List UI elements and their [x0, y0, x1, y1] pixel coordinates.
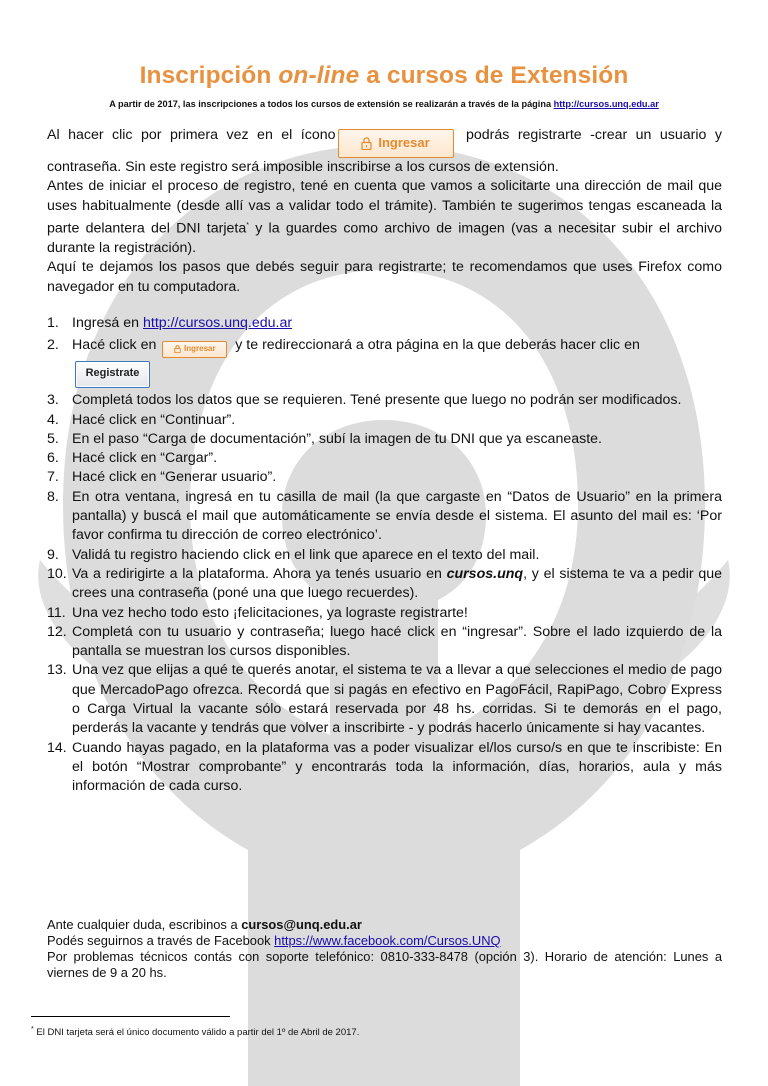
list-item: 10. Va a redirigirte a la plataforma. Ahora ya tenés usuario en cursos.unq, y el sistema te va a pedir que crees una contraseña (poné una que luego recuerdes).	[47, 565, 722, 602]
list-item: 11. Una vez hecho todo esto ¡felicitaciones, ya lograste registrarte!	[47, 604, 468, 621]
lock-icon	[361, 137, 372, 150]
facebook-link[interactable]: https://www.facebook.com/Cursos.UNQ	[274, 933, 501, 948]
list-item: 4. Hacé click en “Continuar”.	[47, 411, 236, 428]
cursos-link[interactable]: http://cursos.unq.edu.ar	[143, 315, 293, 331]
list-item: 9. Validá tu registro haciendo click en el link que aparece en el texto del mail.	[47, 546, 540, 563]
page-title: Inscripción on-line a cursos de Extensión	[139, 62, 629, 89]
lock-icon	[174, 345, 181, 353]
list-item: 13. Una vez que elijas a qué te querés anotar, el sistema te va a llevar a que selecciones el medio de pago que MercadoPago ofrezca. Recordá que si pagás en efectivo en PagoFácil, RapiPago, Cobro Express o Carga Virtual la vacante sólo estará reservada por 48 hs. corridas. Si te demorás en el pago, perderás la vacante y tendrás que volver a inscribirte - y podrás hacerlo únicamente si hay vacantes.	[47, 662, 722, 737]
ingresar-button-image: Ingresar	[338, 129, 454, 158]
intro-paragraph-2: Antes de iniciar el proceso de registro, tené en cuenta que vamos a solicitarte una dirección de mail que uses habitualmente (desde allí vas a validar todo el trámite). También te sugerimos tengas escaneada la parte delantera del DNI tarjeta* y la guardes como archivo de imagen (vas a necesitar subir el archivo durante la registración).	[47, 178, 722, 256]
support-line: Por problemas técnicos contás con soporte telefónico: 0810-333-8478 (opción 3). Horario de atención: Lunes a viernes de 9 a 20 hs.	[47, 949, 722, 980]
page-subtitle: A partir de 2017, las inscripciones a todos los cursos de extensión se realizarán a través de la página http://cursos.unq.edu.ar	[109, 99, 659, 109]
contact-email[interactable]: cursos@unq.edu.ar	[241, 917, 362, 932]
footnote-reference: *	[246, 221, 249, 229]
list-item: 5. En el paso “Carga de documentación”, subí la imagen de tu DNI que ya escaneaste.	[47, 430, 602, 447]
subtitle-link[interactable]: http://cursos.unq.edu.ar	[553, 99, 659, 109]
facebook-line: Podés seguirnos a través de Facebook https://www.facebook.com/Cursos.UNQ	[47, 933, 501, 948]
list-item: 3. Completá todos los datos que se requieren. Tené presente que luego no podrán ser modificados.	[47, 392, 682, 409]
contact-email-line: Ante cualquier duda, escribinos a cursos@unq.edu.ar	[47, 917, 362, 932]
contact-footer	[47, 917, 722, 981]
list-item: 1. Ingresá en http://cursos.unq.edu.ar	[47, 315, 293, 331]
list-item: 12. Completá con tu usuario y contraseña; luego hacé click en “ingresar”. Sobre el lado izquierdo de la pantalla se muestran los cursos disponibles.	[47, 623, 722, 660]
list-item: 14. Cuando hayas pagado, en la plataforma vas a poder visualizar el/los curso/s en que te inscribiste: En el botón “Mostrar comprobante” y encontrarás toda la información, días, horarios, aula y más información de cada curso.	[47, 739, 722, 795]
list-item: 6. Hacé click en “Cargar”.	[47, 450, 218, 467]
list-item: 8. En otra ventana, ingresá en tu casilla de mail (la que cargaste en “Datos de Usuario” en la primera pantalla) y buscá el mail que automáticamente se envía desde el sistema. El asunto del mail es: ‘Por favor confirma tu dirección de correo electrónico’.	[47, 488, 722, 544]
intro-paragraph-3: Aquí te dejamos los pasos que debés seguir para registrarte; te recomendamos que uses Firefox como navegador en tu computadora.	[47, 259, 722, 295]
ingresar-button-image: Ingresar	[162, 341, 227, 358]
intro-section	[47, 126, 722, 297]
registrate-button-image: Registrate	[75, 361, 150, 388]
list-item: 7. Hacé click en “Generar usuario”.	[47, 469, 277, 486]
steps-list	[47, 314, 722, 797]
footnote-divider	[31, 1016, 230, 1017]
intro-paragraph-1: Al hacer clic por primera vez en el ícono Ingresar podrás registrarte -crear un usuario y contraseña. Sin este registro será imposible inscribirse a los cursos de extensión.	[47, 127, 722, 175]
list-item: 2. Hacé click en Ingresar y te redireccionará a otra página en la que deberás hacer clic en Registrate	[47, 336, 722, 391]
footnote: * El DNI tarjeta será el único documento válido a partir del 1º de Abril de 2017.	[31, 1026, 360, 1039]
